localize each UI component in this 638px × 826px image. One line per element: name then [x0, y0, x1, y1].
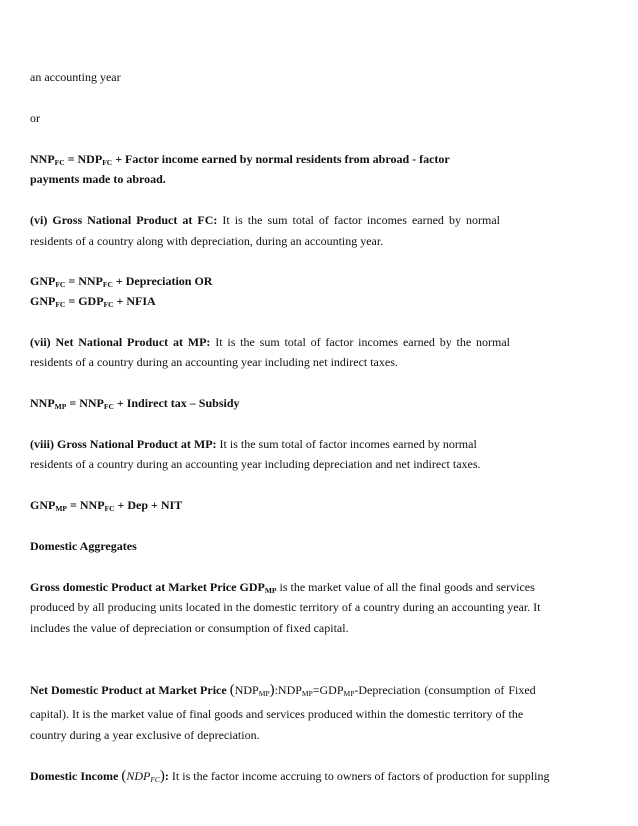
equation-nnp-mp: $NNP_{MP} = NNP_{FC}$ + Indirect tax – Subsidy [30, 396, 240, 411]
section-gnp-mp: (viii) Gross National Product at MP: It is the sum total of factor incomes earned by normal [30, 437, 477, 451]
text-line: residents of a country along with depreciation, during an accounting year. [30, 234, 384, 248]
section-ndp-mp: Net Domestic Product at Market Price $(NDP_{MP}):NDP_{MP}=GDP_{MP}$-Depreciation (consumption of Fixed [30, 682, 536, 698]
section-heading: (vi) Gross National Product at FC: [30, 213, 218, 227]
section-title-domestic-aggregates: Domestic Aggregates [30, 539, 137, 553]
equation-continuation: payments made to abroad. [30, 172, 166, 186]
equation-nnp-fc: $NNP_{FC} = NDP_{FC}$ + Factor income earned by normal residents from abroad - factor [30, 152, 450, 167]
section-heading: Gross domestic Product at Market Price $GDP_{MP}$ [30, 580, 277, 595]
section-gdp-mp: Gross domestic Product at Market Price $GDP_{MP}$ is the market value of all the final goods and services [30, 580, 535, 595]
text-line: residents of a country during an accounting year including depreciation and net indirect taxes. [30, 457, 481, 471]
section-heading: (viii) Gross National Product at MP: [30, 437, 217, 451]
section-gnp-fc: (vi) Gross National Product at FC: It is the sum total of factor incomes earned by normal [30, 213, 500, 227]
text-line: an accounting year [30, 70, 121, 84]
equation-gnp-mp: $GNP_{MP} = NNP_{FC}$ + Dep + NIT [30, 498, 183, 513]
section-heading: Domestic Income [30, 769, 119, 783]
section-heading: Net Domestic Product at Market Price [30, 683, 227, 697]
section-domestic-income: Domestic Income $(NDP_{FC})$: It is the factor income accruing to owners of factors of production for suppling [30, 768, 550, 784]
text-line: capital). It is the market value of final goods and services produced within the domestic territory of the [30, 707, 524, 721]
equation-gnp-fc-2: $GNP_{FC} = GDP_{FC}$ + NFIA [30, 294, 156, 309]
section-nnp-mp: (vii) Net National Product at MP: It is the sum total of factor incomes earned by the normal [30, 335, 510, 349]
text-line: country during a year exclusive of depreciation. [30, 728, 260, 742]
text-line: includes the value of depreciation or consumption of fixed capital. [30, 621, 349, 635]
equation-gnp-fc-1: $GNP_{FC} = NNP_{FC}$ + Depreciation OR [30, 274, 213, 289]
section-heading: (vii) Net National Product at MP: [30, 335, 211, 349]
text-line: or [30, 111, 40, 125]
text-line: residents of a country during an accounting year including net indirect taxes. [30, 355, 398, 369]
text-line: produced by all producing units located in the domestic territory of a country during an accounting year. It [30, 600, 541, 614]
